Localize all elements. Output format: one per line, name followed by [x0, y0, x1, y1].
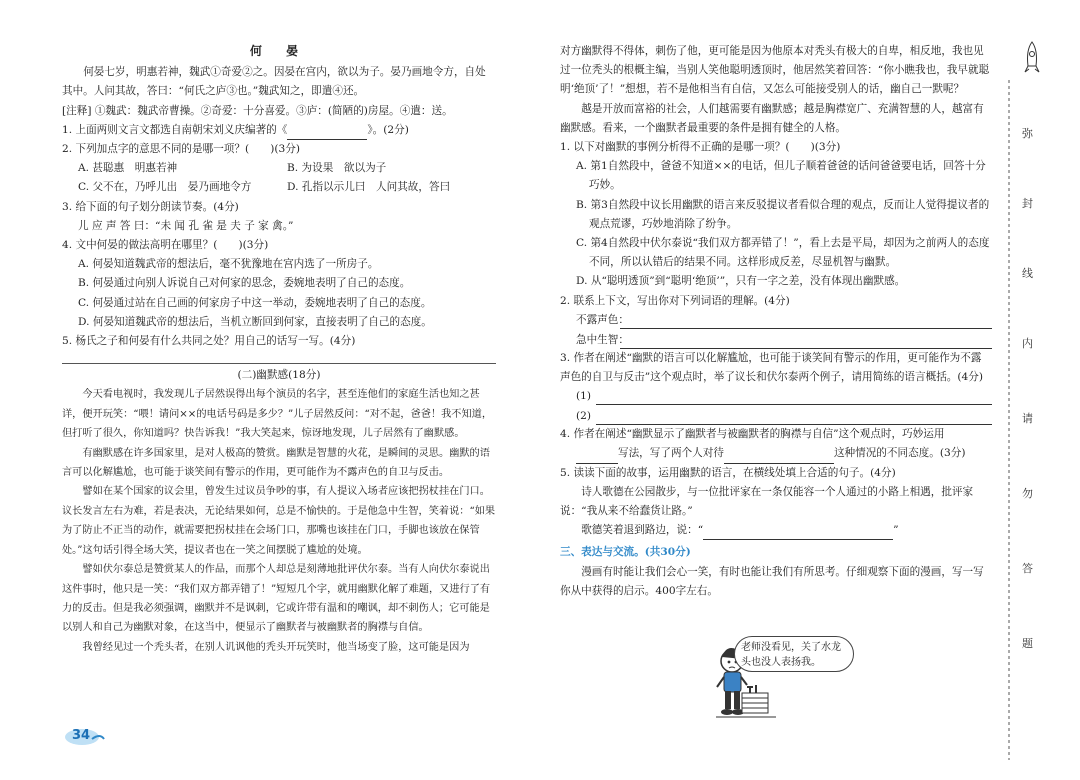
passage-title: 何 晏 — [249, 44, 309, 58]
q5-reply: 歌德笑着退到路边，说：“ ” — [560, 521, 992, 540]
seal-char-8: 题 — [1022, 637, 1033, 650]
annotation-note: [注释] ①魏武：魏武帝曹操。②奇爱：十分喜爱。③庐：(简陋的)房屋。④遣：送。 — [62, 104, 453, 117]
word-line-1[interactable]: 不露声色： — [576, 311, 992, 329]
article-para-4: 譬如伏尔泰总是赞赏某人的作品，而那个人却总是刻薄地批评伏尔泰。当有人向伏尔泰说出这件事时，他只是一笑：“我们双方都弄错了！”短短几个字，就用幽默化解了难题，又进行了有力的反击。但是我必须强调，幽默并不是讽刺，它或许带有温和的嘲讽，却不刺伤人；它可能是以别人和自己为幽默对象，在这当中，便显示了幽默者与被幽默者的胸襟与自信。 — [62, 564, 491, 634]
q3-sentence: 儿 应 声 答 曰：“未 闻 孔 雀 是 夫 子 家 禽。” — [78, 219, 294, 232]
q4-option-b: B. 何晏通过向别人诉说自己对何家的思念，委婉地表明了自己的态度。 — [78, 277, 411, 290]
q3-line-2[interactable]: (2) — [576, 407, 992, 425]
rocket-icon — [1022, 40, 1042, 80]
dashed-cut-line — [1006, 80, 1012, 780]
seal-char-7: 答 — [1022, 562, 1033, 575]
r-q1-option-a: A. 第1自然段中，爸爸不知道××的电话，但儿子顺着爸爸的话问爸爸要电话，回答十分巧妙。 — [576, 160, 986, 192]
right-column — [560, 42, 992, 601]
r-question-5: 5. 读读下面的故事，运用幽默的语言，在横线处填上合适的句子。(4分) — [560, 466, 896, 479]
r-question-3: 3. 作者在阐述“幽默的语言可以化解尴尬，也可能于谈笑间有警示的作用，更可能作为不露声色的自卫与反击”这个观点时，举了议长和伏尔泰两个例子，请用简练的语言概括。(4分) — [560, 351, 983, 384]
word-line-2[interactable]: 急中生智： — [576, 331, 992, 349]
speech-bubble: 老师没看见，关了水龙头也没人表扬我。 — [734, 636, 854, 672]
article-para-2: 有幽默感在许多国家里，是对人极高的赞赏。幽默是智慧的火花，是瞬间的灵思。幽默的语言可以化解尴尬，也可能于谈笑间有警示的作用，更可能作为不露声色的自卫与反击。 — [62, 447, 490, 479]
r-q1-option-c: C. 第4自然段中伏尔泰说“我们双方都弄错了！”，看上去是平局，却因为之前两人的态度不同，所以认错后的结果不同。这样形成反差，尽显机智与幽默。 — [576, 237, 990, 269]
binding-margin — [1000, 40, 1060, 740]
r-q1-option-b: B. 第3自然段中议长用幽默的语言来反驳提议者看似合理的观点，反而让人觉得提议者的观点荒谬，巧妙地消除了纷争。 — [576, 198, 990, 230]
q4-option-d: D. 何晏知道魏武帝的想法后，当机立断回到何家，直接表明了自己的态度。 — [78, 315, 432, 328]
q4-option-a: A. 何晏知道魏武帝的想法后，毫不犹豫地在宫内选了一所房子。 — [78, 258, 379, 271]
question-5: 5. 杨氏之子和何晏有什么共同之处？用自己的话写一写。(4分) — [62, 335, 356, 348]
seal-char-5: 请 — [1022, 412, 1033, 425]
question-3: 3. 给下面的句子划分朗读节奏。(4分) — [62, 200, 239, 213]
seal-char-3: 线 — [1022, 267, 1033, 280]
article-last-para: 越是开放而富裕的社会，人们越需要有幽默感；越是胸襟宽广、充满智慧的人，越富有幽默感。看来，一个幽默者最重要的条件是拥有健全的人格。 — [560, 102, 984, 134]
seal-char-1: 弥 — [1022, 127, 1033, 140]
r-question-2: 2. 联系上下文，写出你对下列词语的理解。(4分) — [560, 294, 790, 307]
faucet-drawing — [742, 685, 768, 713]
q4-option-c: C. 何晏通过站在自己画的何家房子中这一举动，委婉地表明了自己的态度。 — [78, 296, 432, 309]
left-column — [62, 42, 496, 657]
q2-options-row1 — [78, 159, 496, 178]
seal-char-2: 封 — [1022, 197, 1033, 210]
r-question-1: 1. 以下对幽默的事例分析得不正确的是哪一项？( )(3分) — [560, 141, 841, 154]
section-2-heading: (二)幽默感(18分) — [62, 363, 496, 385]
q5-story: 诗人歌德在公园散步，与一位批评家在一条仅能容一个人通过的小路上相遇，批评家说：“我从来不给蠢货让路。” — [560, 485, 974, 518]
seal-char-6: 勿 — [1022, 487, 1033, 500]
question-2: 2. 下列加点字的意思不同的是哪一项？( )(3分) — [62, 143, 301, 156]
seal-char-4: 内 — [1022, 337, 1033, 350]
question-1: 1. 上面两则文言文都选自南朝宋刘义庆编著的《 》。(2分) — [62, 121, 496, 140]
option-d: D. 孔指以示儿曰 人问其故，答曰 — [287, 181, 451, 194]
option-a: A. 甚聪惠 明惠若神 — [78, 162, 178, 175]
page-number-badge — [64, 725, 106, 747]
option-c: C. 父不在，乃呼儿出 晏乃画地令方 — [78, 181, 252, 194]
q2-options-row2 — [78, 178, 496, 197]
question-4: 4. 文中何晏的做法高明在哪里？( )(3分) — [62, 239, 269, 252]
page-number: 34 — [72, 728, 91, 743]
article-para-1: 今天看电视时，我发现儿子居然误得出每个演员的名字，甚至连他们的家庭生活也知之甚详，便开玩笑：“喂！请问××的电话号码是多少？”儿子居然反问：“对不起，爸爸！我不知道，但打听了很久，你知道吗？快告诉我！”我大笑起来，惊讶地发现，儿子居然有了幽默感。 — [62, 389, 493, 440]
option-b: B. 为设果 欲以为子 — [287, 162, 387, 175]
article-para-5: 我曾经见过一个秃头者，在别人讥讽他的秃头开玩笑时，他当场变了脸，这可能是因为 — [82, 641, 470, 653]
section-3-heading: 三、表达与交流。(共30分) — [560, 546, 691, 559]
article-para-3: 譬如在某个国家的议会里，曾发生过议员争吵的事，有人提议入场者应该把拐杖挂在门口。议长发言左右为难，若是表决，无论结果如何，总是不愉快的。于是他急中生智，笑着说：“如果为了防止不正当的动作，就需要把拐杖挂在会场门口，那嘴也该挂在门口，手脚也该放在保管处。”这句话引得全场大笑，提议者也在一笑之间摆脱了尴尬的处境。 — [62, 486, 496, 556]
q3-line-1[interactable]: (1) — [576, 387, 992, 405]
reply-blank[interactable] — [703, 539, 893, 540]
passage-text: 何晏七岁，明惠若神，魏武①奇爱②之。因晏在宫内，欲以为子。晏乃画地令方，自处其中。人问其故，答曰：“何氏之庐③也。”魏武知之，即遣④还。 — [62, 66, 486, 98]
section-3-prompt: 漫画有时能让我们会心一笑，有时也能让我们有所思考。仔细观察下面的漫画，写一写你从中获得的启示。400字左右。 — [560, 565, 984, 597]
r-q4-fill: 写法，写了两个人对待 这种情况的不同态度。(3分) — [576, 444, 992, 463]
r-q1-option-d: D. 从“聪明透顶”到“聪明‘绝顶’”，只有一字之差，没有体现出幽默感。 — [576, 275, 906, 288]
r-question-4: 4. 作者在阐述“幽默显示了幽默者与被幽默者的胸襟与自信”这个观点时，巧妙运用 — [560, 428, 945, 441]
article-continued: 对方幽默得不得体，刺伤了他，更可能是因为他原本对秃头有极大的自卑，相反地，我也见过一位秃头的根概主编，当别人笑他聪明透顶时，他居然笑着回答：“你小瞧我也，我早就聪明‘绝顶’了！”想想，若不是他相当有自信，又怎么可能接受别人的话，幽自己一默呢？ — [560, 45, 990, 96]
